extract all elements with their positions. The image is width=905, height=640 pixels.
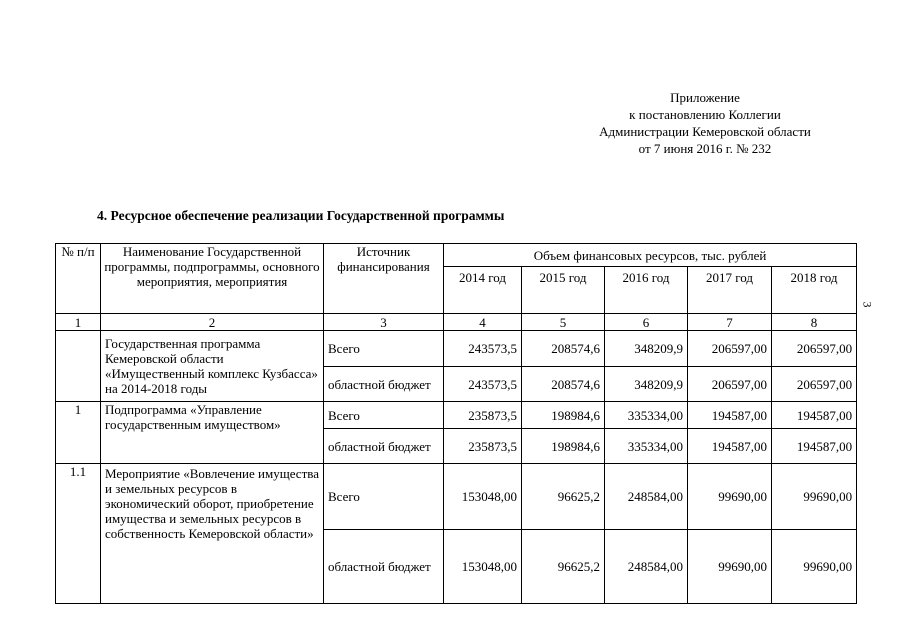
- column-number: 2: [101, 314, 324, 331]
- row-value: 194587,00: [688, 429, 772, 464]
- row-name: Мероприятие «Вовлечение имущества и земельных ресурсов в экономический оборот, приобретение имущества и земельных ресурсов в собственность Кемеровской области»: [101, 464, 324, 604]
- header-volume: Объем финансовых ресурсов, тыс. рублей: [444, 244, 857, 267]
- row-value: 206597,00: [772, 331, 857, 367]
- row-value: 208574,6: [522, 367, 605, 402]
- row-value: 198984,6: [522, 402, 605, 429]
- row-value: 206597,00: [688, 367, 772, 402]
- row-value: 206597,00: [772, 367, 857, 402]
- row-value: 335334,00: [605, 402, 688, 429]
- row-value: 243573,5: [444, 367, 522, 402]
- row-value: 348209,9: [605, 331, 688, 367]
- row-value: 96625,2: [522, 464, 605, 530]
- row-source: Всего: [324, 331, 444, 367]
- row-name: Подпрограмма «Управление государственным имуществом»: [101, 402, 324, 464]
- row-num: 1: [56, 402, 101, 464]
- table-row: [56, 402, 857, 429]
- column-number: 1: [56, 314, 101, 331]
- header-year: 2015 год: [522, 267, 605, 314]
- section-title: 4. Ресурсное обеспечение реализации Государственной программы: [97, 208, 505, 223]
- column-number: 6: [605, 314, 688, 331]
- appendix-line: Администрации Кемеровской области: [599, 124, 811, 139]
- row-value: 206597,00: [688, 331, 772, 367]
- header-name: Наименование Государственной программы, подпрограммы, основного мероприятия, мероприятия: [101, 244, 324, 314]
- table-row: [56, 331, 857, 367]
- row-source: областной бюджет: [324, 530, 444, 604]
- row-source: областной бюджет: [324, 367, 444, 402]
- row-num: [56, 331, 101, 402]
- column-number: 8: [772, 314, 857, 331]
- row-value: 99690,00: [772, 530, 857, 604]
- row-value: 153048,00: [444, 530, 522, 604]
- header-year: 2014 год: [444, 267, 522, 314]
- header-year: 2017 год: [688, 267, 772, 314]
- row-value: 243573,5: [444, 331, 522, 367]
- row-source: Всего: [324, 464, 444, 530]
- appendix-block: [560, 89, 850, 157]
- row-value: 198984,6: [522, 429, 605, 464]
- row-value: 194587,00: [688, 402, 772, 429]
- column-number: 4: [444, 314, 522, 331]
- row-value: 153048,00: [444, 464, 522, 530]
- row-source: Всего: [324, 402, 444, 429]
- row-name: Государственная программа Кемеровской области «Имущественный комплекс Кузбасса» на 2014-2018 годы: [101, 331, 324, 402]
- appendix-line: Приложение: [670, 90, 740, 105]
- row-source: областной бюджет: [324, 429, 444, 464]
- header-num: № п/п: [56, 244, 101, 314]
- row-value: 248584,00: [605, 530, 688, 604]
- row-num: 1.1: [56, 464, 101, 604]
- column-number: 3: [324, 314, 444, 331]
- column-number: 7: [688, 314, 772, 331]
- row-value: 235873,5: [444, 429, 522, 464]
- column-numbers-row: [56, 314, 857, 331]
- row-value: 348209,9: [605, 367, 688, 402]
- row-value: 235873,5: [444, 402, 522, 429]
- page-number: 3: [860, 301, 875, 308]
- appendix-line: от 7 июня 2016 г. № 232: [638, 141, 772, 156]
- row-value: 335334,00: [605, 429, 688, 464]
- row-value: 248584,00: [605, 464, 688, 530]
- resource-table: [55, 243, 857, 604]
- column-number: 5: [522, 314, 605, 331]
- header-year: 2018 год: [772, 267, 857, 314]
- row-value: 99690,00: [688, 530, 772, 604]
- row-value: 194587,00: [772, 402, 857, 429]
- header-source: Источник финансирования: [324, 244, 444, 314]
- row-value: 208574,6: [522, 331, 605, 367]
- header-year: 2016 год: [605, 267, 688, 314]
- row-value: 194587,00: [772, 429, 857, 464]
- row-value: 99690,00: [688, 464, 772, 530]
- row-value: 99690,00: [772, 464, 857, 530]
- appendix-line: к постановлению Коллегии: [629, 107, 781, 122]
- row-value: 96625,2: [522, 530, 605, 604]
- table-row: [56, 464, 857, 530]
